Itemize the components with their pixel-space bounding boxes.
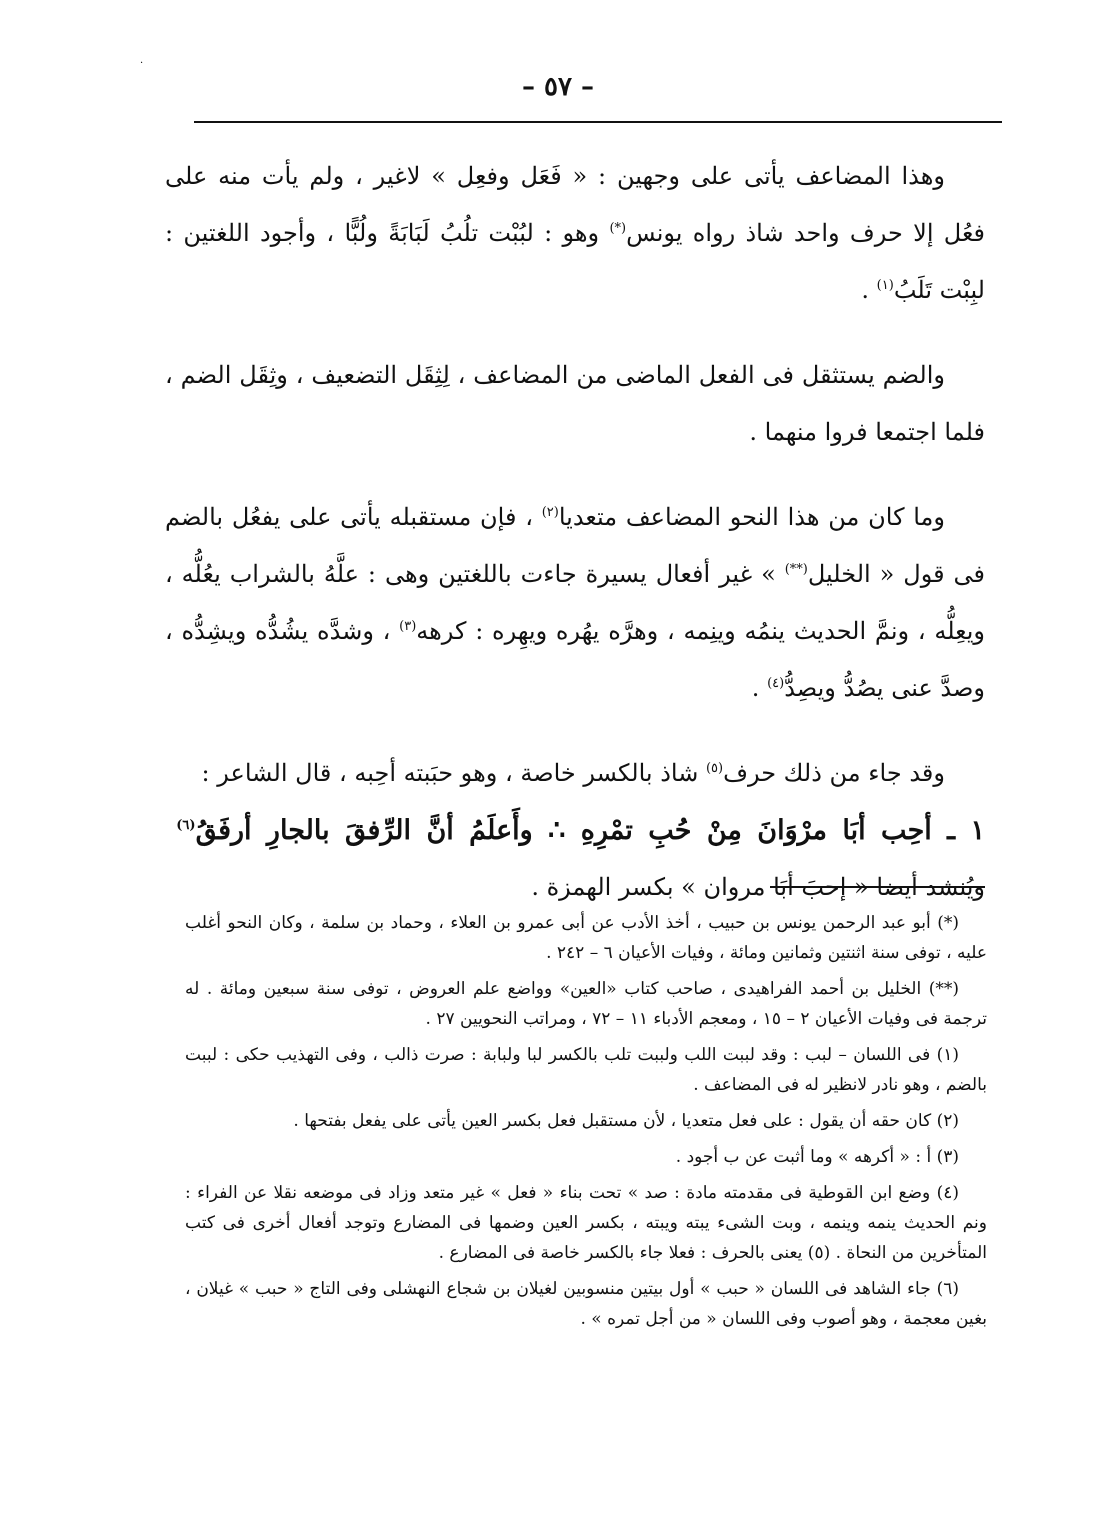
main-text [165,148,985,916]
footnote-4-5: (٤) وضع ابن القوطية فى مقدمته مادة : صد » تحت بناء « فعل » غير متعد وزاد فى موضعه نقلا عن الفراء : ونم الحديث ينمه وينمه ، وبت الشىء يبته ويبته ، بكسر العين وضمها فى المضارع وتوجد أفعال أخرى فى كتب المتأخرين من النحاة . (٥) يعنى بالحرف : فعلا جاء بالكسر خاصة فى المضارع . [185,1183,987,1263]
paragraph-3-text-a: وما كان من هذا النحو المضاعف متعديا [558,503,945,531]
footnote-khalil: (**) الخليل بن أحمد الفراهيدى ، صاحب كتاب «العين» وواضع علم العروض ، توفى سنة سبعين ومائة . له ترجمة فى وفيات الأعيان ٢ – ١٥ ، ومعجم الأدباء ١١ – ٧٢ ، ومراتب النحويين ٢٧ . [185,979,987,1029]
footnotes [185,908,987,1340]
footnote-ref: (**) [784,562,808,577]
paragraph-3-text-b: ، فإن مستقبله يأتى على يفعُل بالضم فى قول « الخليل [165,503,985,588]
footnote-ref: (١) [876,278,894,293]
header-rule [194,121,1002,123]
paragraph-5-text: ويُنشد أيضا « إحبَ أبَا مروان » بكسر الهمزة . [531,873,985,901]
footnote-rule [770,886,985,888]
footnote-1: (١) فى اللسان – لبب : وقد لببت اللب ولببت تلب بالكسر لبا ولبابة : صرت ذالب ، وفى التهذيب حكى : لببت بالضم ، وهو نادر لانظير له فى المضاعف . [185,1045,987,1095]
paragraph-1-text-b: وهو : لبُبْت تلُبُ لَبَابَةً ولُبًّا ، وأجود اللغتين : لبِبْت تَلَبُ [165,219,985,304]
paragraph-2 [165,347,985,461]
footnote-6: (٦) جاء الشاهد فى اللسان « حبب » أول بيتين منسوبين لغيلان بن شجاع النهشلى وفى التاج « حبب » غيلان ، بغين معجمة ، وهو أصوب وفى اللسان « من أجل تمره » . [185,1279,987,1329]
paragraph-1-text-a: وهذا المضاعف يأتى على وجهين : « فَعَل وفعِل » لاغير ، ولم يأت منه على فعُل إلا حرف واحد شاذ رواه يونس [165,162,986,247]
footnote-ref: (٦) [176,818,196,833]
page-number: – ٥٧ – [521,72,595,102]
paragraph-3-text-d: ، وشدَّه يشُدُّه ويشِدُّه ، وصدَّ عنى يصُدُّ ويصِدُّ [165,617,985,702]
footnote-ref: (٢) [541,505,559,520]
poetry-verse [165,802,985,859]
paragraph-2-text: والضم يستثقل فى الفعل الماضى من المضاعف ، لِثِقَل التضعيف ، وثِقَل الضم ، فلما اجتمعا فروا منهما . [165,361,985,446]
paragraph-3-text-c: » غير أفعال يسيرة جاءت باللغتين وهى : علَّهُ بالشراب يعُلُّه ، ويعِلُّه ، ونمَّ الحديث ينمُه وينِمه ، وهرَّه يهُره ويهِره : كرهه [165,560,986,645]
footnote-2: (٢) كان حقه أن يقول : على فعل متعديا ، لأن مستقبل فعل بكسر العين يأتى على يفعل بفتحها . [293,1111,959,1131]
footnote-ref: (*) [609,221,627,236]
paragraph-3 [165,489,985,717]
footnote-3: (٣) أ : « أكرهه » وما أثبت عن ب أجود . [675,1147,959,1167]
footnote-ref: (٥) [705,761,724,776]
stray-mark: · [140,58,144,69]
paragraph-4 [165,745,985,802]
paragraph-4-text-b: شاذ بالكسر خاصة ، وهو حبَبته أحِبه ، قال الشاعر : [201,759,706,787]
paragraph-1-text-c: . [861,276,877,304]
footnote-ref: (٣) [399,619,417,634]
footnote-yunus: (*) أبو عبد الرحمن يونس بن حبيب ، أخذ الأدب عن أبى عمرو بن العلاء ، وحماد بن سلمة ، وكان النحو أغلب عليه ، توفى سنة اثنتين وثمانين ومائة ، وفيات الأعيان ٦ – ٢٤٢ . [185,913,987,963]
paragraph-4-text-a: وقد جاء من ذلك حرف [723,759,945,787]
paragraph-1 [165,148,985,319]
verse-text: ١ ـ أحِب أبَا مرْوَانَ مِنْ حُبِ تمْرِهِ ∴ وأَعلَمُ أنَّ الرِّفقَ بالجارِ أرفَقُ [195,815,985,846]
paragraph-3-text-e: . [751,674,768,702]
footnote-ref: (٤) [767,676,785,691]
